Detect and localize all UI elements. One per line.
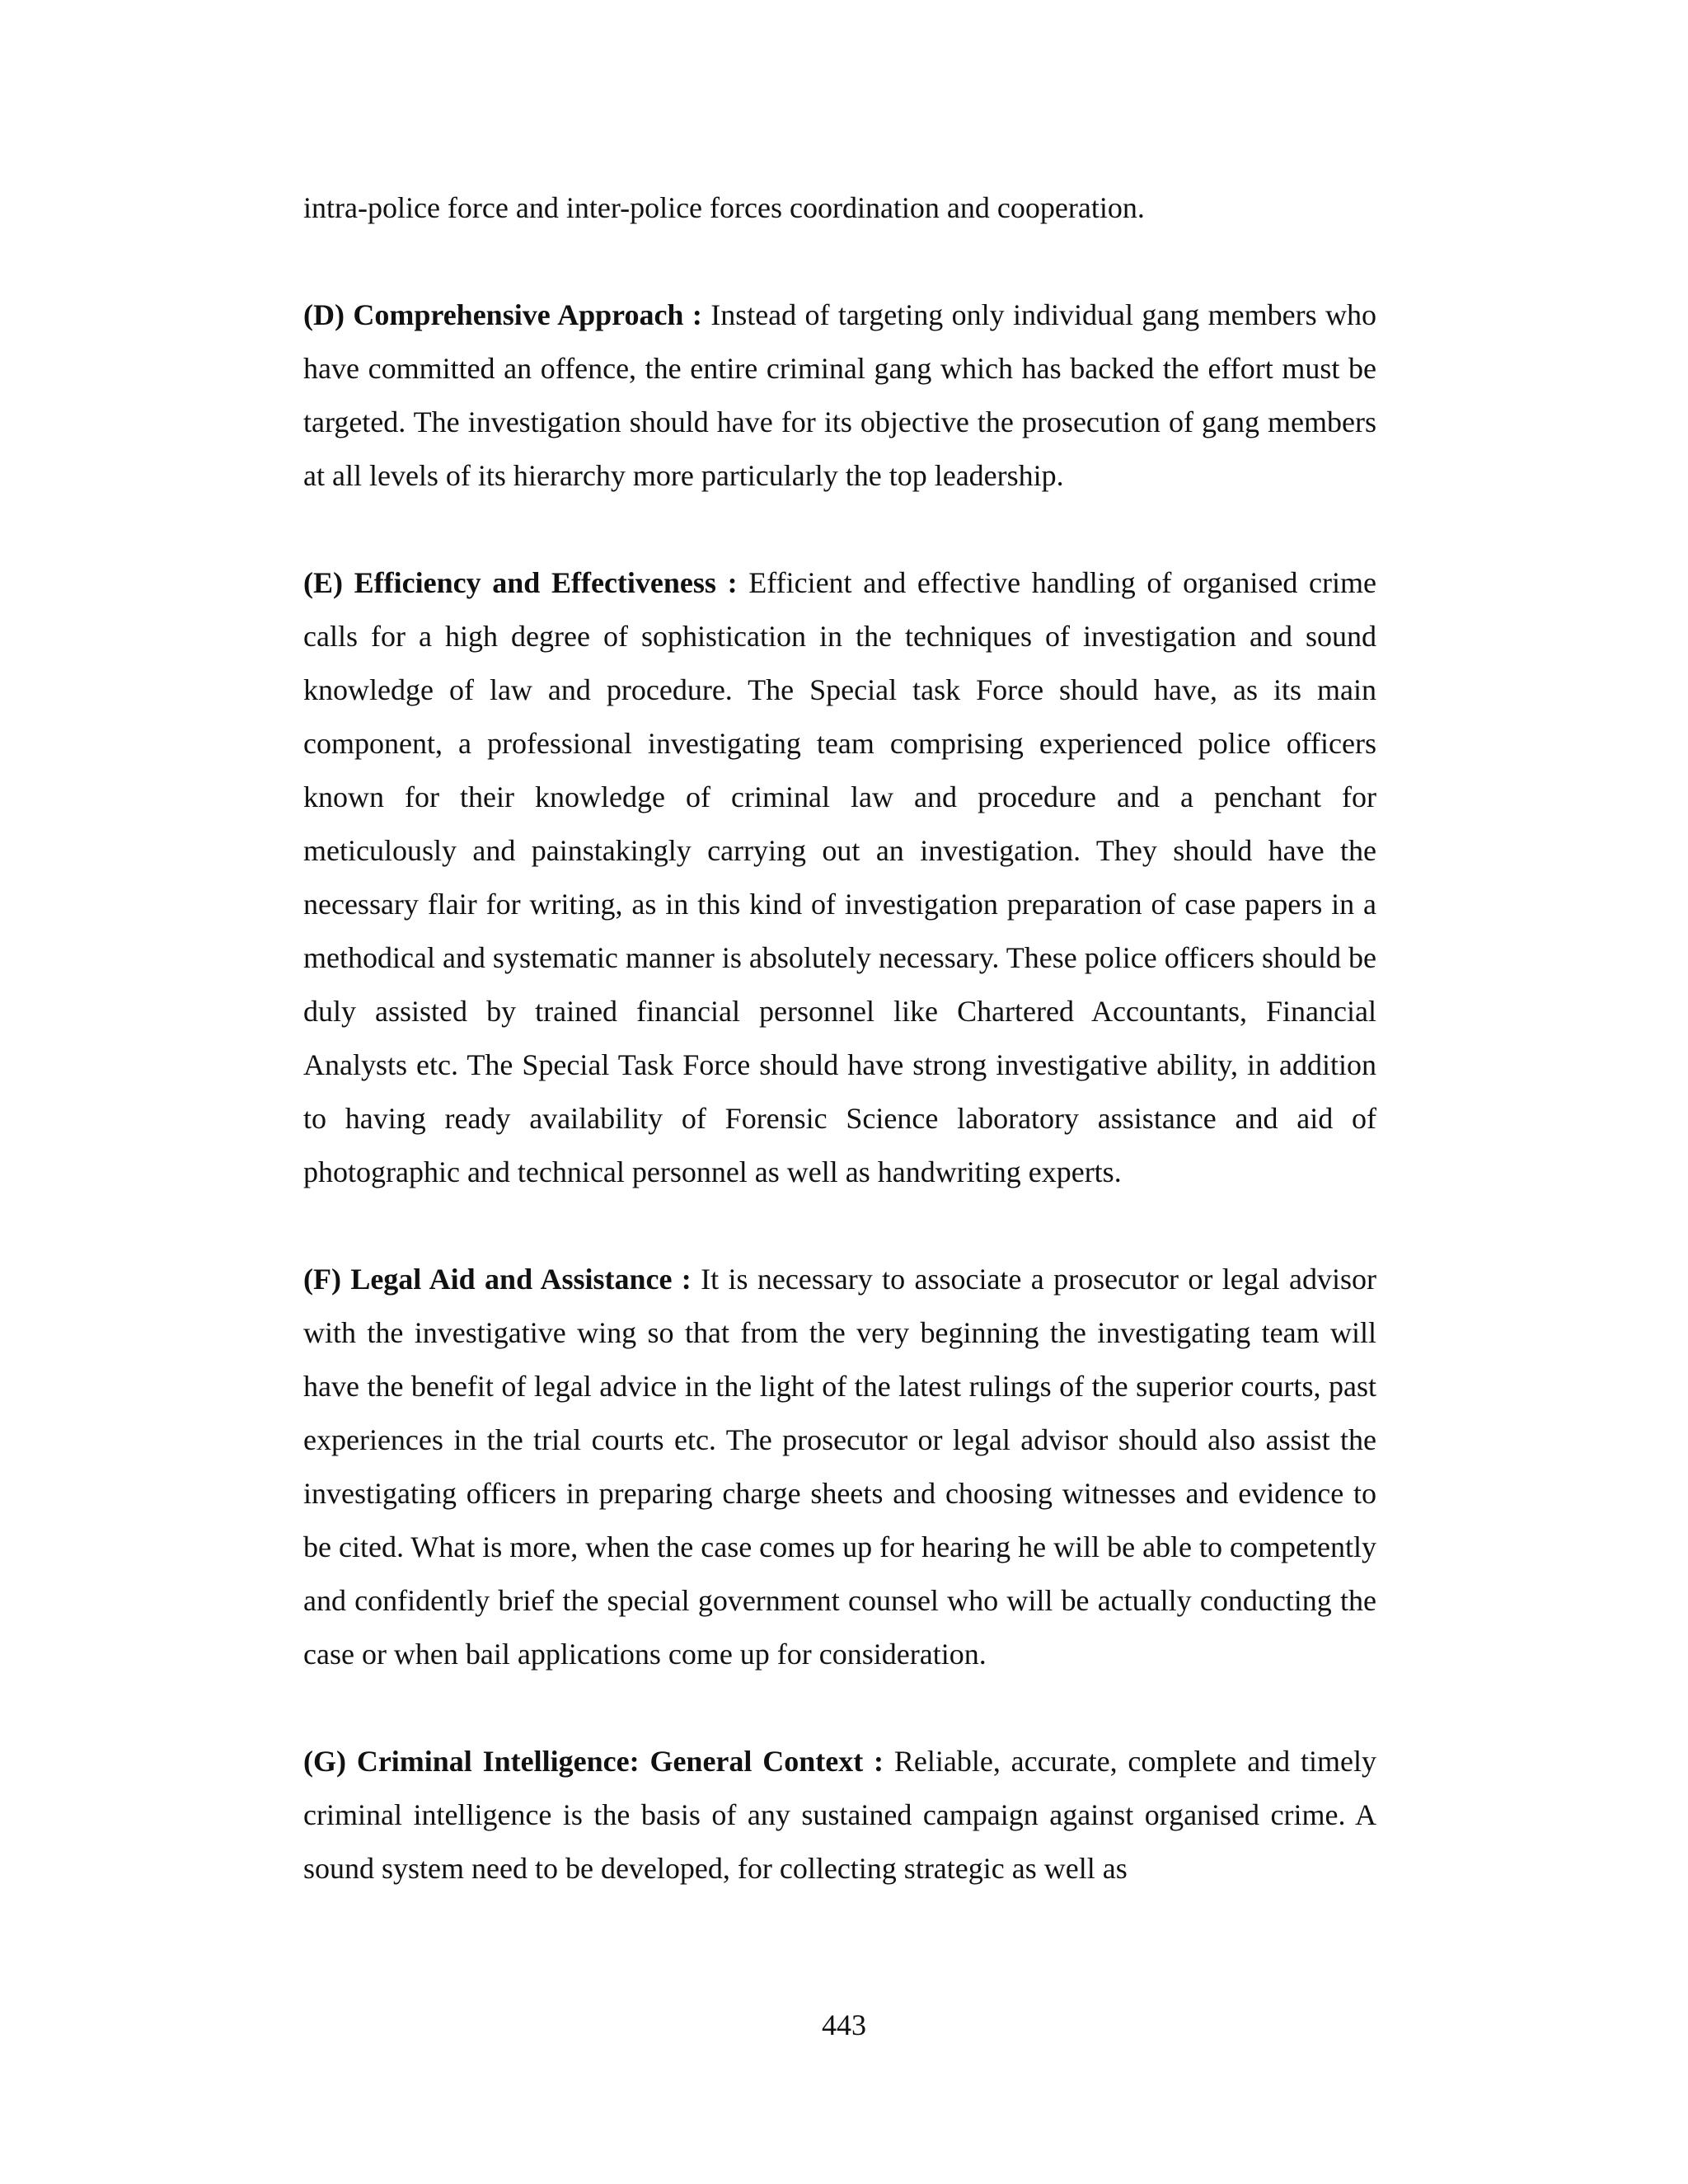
section-e-paragraph (303, 556, 1376, 1199)
section-g-paragraph (303, 1735, 1376, 1896)
page-number: 443 (822, 2008, 866, 2041)
section-d-heading: (D) Comprehensive Approach : (303, 298, 702, 331)
section-d-text: Instead of targeting only individual gang members who have committed an offence, the entire criminal gang which has backed the effort must be targeted. The investigation should have for its objective the prosecution of gang members at all levels of its hierarchy more particularly the top leadership. (303, 298, 1377, 492)
section-e-text: Efficient and effective handling of organised crime calls for a high degree of sophistication in the techniques of investigation and sound knowledge of law and procedure. The Special task Force should have, as its main component, a professional investigating team comprising experienced police officers known for their knowledge of criminal law and procedure and a penchant for meticulously and painstakingly carrying out an investigation. They should have the necessary flair for writing, as in this kind of investigation preparation of case papers in a methodical and systematic manner is absolutely necessary. These police officers should be duly assisted by trained financial personnel like Chartered Accountants, Financial Analysts etc. The Special Task Force should have strong investigative ability, in addition to having ready availability of Forensic Science laboratory assistance and aid of photographic and technical personnel as well as handwriting experts. (303, 566, 1377, 1188)
section-g-text: Reliable, accurate, complete and timely criminal intelligence is the basis of any sustained campaign against organised crime. A sound system need to be developed, for collecting strategic as well as (303, 1745, 1376, 1885)
section-e-heading: (E) Efficiency and Effectiveness : (303, 566, 738, 599)
section-g-heading: (G) Criminal Intelligence: General Context : (303, 1745, 884, 1778)
section-f-paragraph (303, 1253, 1376, 1681)
continuation-paragraph: intra-police force and inter-police forces coordination and cooperation. (303, 191, 1145, 224)
section-d-paragraph (303, 288, 1376, 503)
section-f-text: It is necessary to associate a prosecutor or legal advisor with the investigative wing so that from the very beginning the investigating team will have the benefit of legal advice in the light of the latest rulings of the superior courts, past experiences in the trial courts etc. The prosecutor or legal advisor should also assist the investigating officers in preparing charge sheets and choosing witnesses and evidence to be cited. What is more, when the case comes up for hearing he will be able to competently and confidently brief the special government counsel who will be actually conducting the case or when bail applications come up for consideration. (303, 1263, 1376, 1671)
page-body (303, 181, 1376, 1896)
section-f-heading: (F) Legal Aid and Assistance : (303, 1263, 692, 1296)
